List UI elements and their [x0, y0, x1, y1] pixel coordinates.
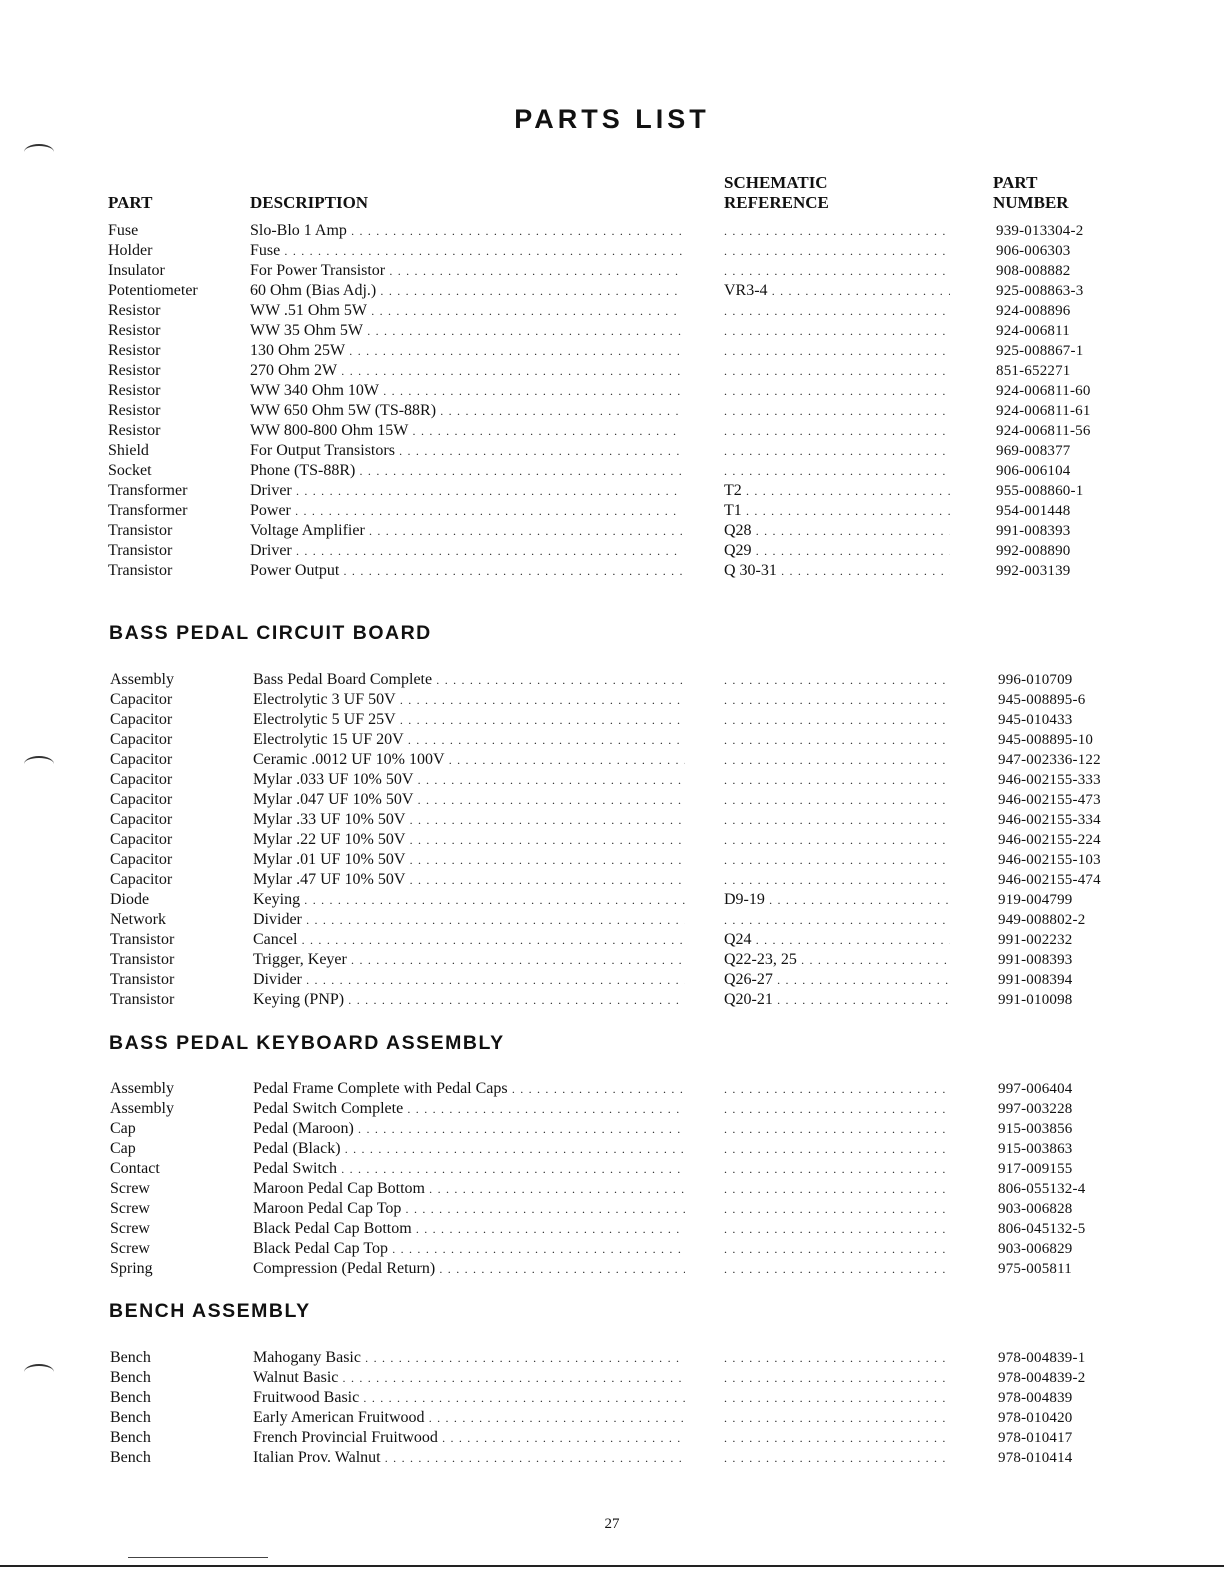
description-cell: Slo-Blo 1 Amp . . .: [250, 221, 682, 241]
part-cell: Network: [110, 911, 166, 928]
part-number-cell: 992-003139: [996, 563, 1071, 579]
part-cell: Bench: [110, 1389, 151, 1406]
table-row: [0, 830, 1224, 850]
table-row: [0, 690, 1224, 710]
schematic-reference-cell: [724, 1388, 950, 1408]
header-partnum-line1: PART: [993, 173, 1038, 192]
table-row: [0, 990, 1224, 1010]
schematic-reference-cell: Q26-27 . . .: [724, 970, 950, 990]
part-cell: Assembly: [110, 1100, 174, 1117]
part-cell: Transformer: [108, 502, 188, 519]
schematic-reference-cell: Q28 . . .: [724, 521, 950, 541]
table-row: [0, 361, 1224, 381]
part-number-cell: 906-006104: [996, 463, 1071, 479]
part-number-cell: 978-004839-1: [998, 1350, 1086, 1366]
footer-rule: [0, 1565, 1224, 1567]
schematic-reference-cell: [724, 1239, 950, 1259]
schematic-reference-cell: VR3-4 . . .: [724, 281, 950, 301]
header-description-label: DESCRIPTION: [250, 193, 369, 212]
part-cell: Screw: [110, 1200, 150, 1217]
table-row: [0, 810, 1224, 830]
part-number-cell: 949-008802-2: [998, 912, 1086, 928]
table-row: [0, 730, 1224, 750]
part-number-cell: 945-008895-6: [998, 692, 1086, 708]
description-cell: Pedal Switch . . .: [253, 1159, 685, 1179]
table-row: [0, 890, 1224, 910]
table-row: [0, 770, 1224, 790]
part-number-cell: 806-055132-4: [998, 1181, 1086, 1197]
description-cell: Keying (PNP) . . .: [253, 990, 685, 1010]
schematic-reference-cell: [724, 1099, 950, 1119]
description-cell: Maroon Pedal Cap Top . . .: [253, 1199, 685, 1219]
parts-table-main: [0, 221, 1224, 581]
table-row: [0, 1199, 1224, 1219]
part-cell: Transistor: [110, 971, 175, 988]
page-title: PARTS LIST: [514, 104, 710, 134]
header-description: [250, 193, 368, 213]
part-number-cell: 908-008882: [996, 263, 1071, 279]
table-row: [0, 1428, 1224, 1448]
schematic-reference-cell: [724, 810, 950, 830]
part-number-cell: 924-006811: [996, 323, 1070, 339]
table-row: [0, 1139, 1224, 1159]
description-cell: Voltage Amplifier . . .: [250, 521, 682, 541]
part-number-cell: 917-009155: [998, 1161, 1073, 1177]
table-row: [0, 1219, 1224, 1239]
table-row: [0, 341, 1224, 361]
description-cell: Mylar .47 UF 10% 50V . . .: [253, 870, 685, 890]
description-cell: Mylar .033 UF 10% 50V . . .: [253, 770, 685, 790]
description-cell: Pedal (Black) . . .: [253, 1139, 685, 1159]
description-cell: Power Output . . .: [250, 561, 682, 581]
part-number-cell: 991-008393: [996, 523, 1071, 539]
table-row: [0, 1259, 1224, 1279]
part-number-cell: 991-010098: [998, 992, 1073, 1008]
schematic-reference-cell: [724, 1219, 950, 1239]
description-cell: Pedal Frame Complete with Pedal Caps . . .: [253, 1079, 685, 1099]
description-cell: Mylar .01 UF 10% 50V . . .: [253, 850, 685, 870]
schematic-reference-cell: [724, 1159, 950, 1179]
table-row: [0, 1079, 1224, 1099]
part-cell: Assembly: [110, 671, 174, 688]
part-cell: Insulator: [108, 262, 165, 279]
part-cell: Transistor: [110, 931, 175, 948]
part-cell: Capacitor: [110, 871, 173, 888]
description-cell: Fruitwood Basic . . .: [253, 1388, 685, 1408]
schematic-reference-cell: [724, 1368, 950, 1388]
description-cell: Mylar .33 UF 10% 50V . . .: [253, 810, 685, 830]
schematic-reference-cell: Q20-21 . . .: [724, 990, 950, 1010]
description-cell: Black Pedal Cap Top . . .: [253, 1239, 685, 1259]
part-number-cell: 806-045132-5: [998, 1221, 1086, 1237]
description-cell: Mahogany Basic . . .: [253, 1348, 685, 1368]
table-row: [0, 1448, 1224, 1468]
part-cell: Resistor: [108, 382, 161, 399]
schematic-reference-cell: [724, 750, 950, 770]
description-cell: WW 35 Ohm 5W . . .: [250, 321, 682, 341]
schematic-reference-cell: [724, 910, 950, 930]
part-number-cell: 978-010417: [998, 1430, 1073, 1446]
schematic-reference-cell: [724, 1408, 950, 1428]
parts-table-bass-keyboard: [0, 1079, 1224, 1279]
description-cell: Driver . . .: [250, 481, 682, 501]
table-row: [0, 870, 1224, 890]
description-cell: 270 Ohm 2W . . .: [250, 361, 682, 381]
schematic-reference-cell: Q22-23, 25 . . .: [724, 950, 950, 970]
part-number-cell: 919-004799: [998, 892, 1073, 908]
table-row: [0, 1348, 1224, 1368]
part-cell: Capacitor: [110, 791, 173, 808]
part-number-cell: 969-008377: [996, 443, 1071, 459]
description-cell: Driver . . .: [250, 541, 682, 561]
part-number-cell: 991-008394: [998, 972, 1073, 988]
part-number-cell: 992-008890: [996, 543, 1071, 559]
header-part-label: PART: [108, 193, 153, 212]
part-cell: Screw: [110, 1220, 150, 1237]
schematic-reference-cell: [724, 790, 950, 810]
description-cell: WW 650 Ohm 5W (TS-88R) . . .: [250, 401, 682, 421]
schematic-reference-cell: [724, 1119, 950, 1139]
description-cell: Bass Pedal Board Complete . . .: [253, 670, 685, 690]
header-part-number: [993, 173, 1069, 213]
table-row: [0, 1099, 1224, 1119]
parts-table-bass-circuit: [0, 670, 1224, 1010]
table-row: [0, 670, 1224, 690]
schematic-reference-cell: [724, 1199, 950, 1219]
part-cell: Cap: [110, 1140, 136, 1157]
part-cell: Bench: [110, 1429, 151, 1446]
schematic-reference-cell: [724, 221, 950, 241]
part-cell: Resistor: [108, 422, 161, 439]
schematic-reference-cell: [724, 1079, 950, 1099]
schematic-reference-cell: [724, 301, 950, 321]
section-title-bass-circuit: BASS PEDAL CIRCUIT BOARD: [109, 622, 432, 644]
schematic-reference-cell: T1 . . .: [724, 501, 950, 521]
description-cell: For Output Transistors . . .: [250, 441, 682, 461]
part-cell: Resistor: [108, 342, 161, 359]
schematic-reference-cell: [724, 1259, 950, 1279]
description-cell: For Power Transistor . . .: [250, 261, 682, 281]
table-row: [0, 221, 1224, 241]
table-row: [0, 1159, 1224, 1179]
part-number-cell: 924-006811-61: [996, 403, 1091, 419]
header-schematic-line2: REFERENCE: [724, 193, 829, 212]
part-number-cell: 975-005811: [998, 1261, 1072, 1277]
part-number-cell: 946-002155-224: [998, 832, 1101, 848]
schematic-reference-cell: Q29 . . .: [724, 541, 950, 561]
part-cell: Resistor: [108, 322, 161, 339]
table-row: [0, 321, 1224, 341]
part-number-cell: 906-006303: [996, 243, 1071, 259]
table-row: [0, 461, 1224, 481]
description-cell: French Provincial Fruitwood . . .: [253, 1428, 685, 1448]
part-number-cell: 925-008863-3: [996, 283, 1084, 299]
schematic-reference-cell: [724, 870, 950, 890]
description-cell: Early American Fruitwood . . .: [253, 1408, 685, 1428]
schematic-reference-cell: [724, 710, 950, 730]
schematic-reference-cell: [724, 321, 950, 341]
description-cell: Pedal Switch Complete . . .: [253, 1099, 685, 1119]
table-row: [0, 910, 1224, 930]
part-cell: Contact: [110, 1160, 160, 1177]
part-cell: Transistor: [108, 562, 173, 579]
part-number-cell: 946-002155-334: [998, 812, 1101, 828]
part-cell: Bench: [110, 1369, 151, 1386]
part-cell: Spring: [110, 1260, 153, 1277]
part-cell: Screw: [110, 1180, 150, 1197]
part-number-cell: 954-001448: [996, 503, 1071, 519]
table-row: [0, 1179, 1224, 1199]
table-row: [0, 401, 1224, 421]
description-cell: Electrolytic 15 UF 20V . . .: [253, 730, 685, 750]
description-cell: Divider . . .: [253, 970, 685, 990]
part-number-cell: 915-003863: [998, 1141, 1073, 1157]
description-cell: Mylar .22 UF 10% 50V . . .: [253, 830, 685, 850]
part-number-cell: 946-002155-474: [998, 872, 1101, 888]
description-cell: Trigger, Keyer . . .: [253, 950, 685, 970]
schematic-reference-cell: Q24 . . .: [724, 930, 950, 950]
description-cell: Maroon Pedal Cap Bottom . . .: [253, 1179, 685, 1199]
schematic-reference-cell: [724, 1139, 950, 1159]
table-row: [0, 481, 1224, 501]
part-cell: Capacitor: [110, 851, 173, 868]
part-cell: Resistor: [108, 302, 161, 319]
table-row: [0, 501, 1224, 521]
part-cell: Bench: [110, 1409, 151, 1426]
description-cell: Black Pedal Cap Bottom . . .: [253, 1219, 685, 1239]
part-number-cell: 946-002155-103: [998, 852, 1101, 868]
schematic-reference-cell: [724, 730, 950, 750]
table-row: [0, 301, 1224, 321]
section-title-bass-keyboard: BASS PEDAL KEYBOARD ASSEMBLY: [109, 1032, 505, 1054]
part-number-cell: 915-003856: [998, 1121, 1073, 1137]
table-row: [0, 1239, 1224, 1259]
table-row: [0, 1388, 1224, 1408]
table-row: [0, 1119, 1224, 1139]
part-number-cell: 997-006404: [998, 1081, 1073, 1097]
part-cell: Transistor: [110, 951, 175, 968]
table-row: [0, 261, 1224, 281]
part-number-cell: 946-002155-473: [998, 792, 1101, 808]
description-cell: Electrolytic 5 UF 25V . . .: [253, 710, 685, 730]
description-cell: Divider . . .: [253, 910, 685, 930]
schematic-reference-cell: [724, 830, 950, 850]
schematic-reference-cell: [724, 850, 950, 870]
table-row: [0, 950, 1224, 970]
part-number-cell: 955-008860-1: [996, 483, 1084, 499]
part-cell: Capacitor: [110, 771, 173, 788]
schematic-reference-cell: [724, 441, 950, 461]
header-schematic-reference: [724, 173, 829, 213]
part-number-cell: 851-652271: [996, 363, 1071, 379]
schematic-reference-cell: [724, 381, 950, 401]
part-cell: Transistor: [108, 522, 173, 539]
page-number: 27: [604, 1516, 620, 1532]
part-cell: Assembly: [110, 1080, 174, 1097]
description-cell: WW .51 Ohm 5W . . .: [250, 301, 682, 321]
table-row: [0, 541, 1224, 561]
part-number-cell: 997-003228: [998, 1101, 1073, 1117]
part-cell: Bench: [110, 1349, 151, 1366]
part-cell: Capacitor: [110, 711, 173, 728]
part-number-cell: 925-008867-1: [996, 343, 1084, 359]
description-cell: Power . . .: [250, 501, 682, 521]
schematic-reference-cell: [724, 770, 950, 790]
schematic-reference-cell: [724, 341, 950, 361]
schematic-reference-cell: [724, 361, 950, 381]
part-number-cell: 991-002232: [998, 932, 1073, 948]
part-cell: Capacitor: [110, 751, 173, 768]
part-cell: Bench: [110, 1449, 151, 1466]
table-row: [0, 281, 1224, 301]
part-cell: Holder: [108, 242, 153, 259]
part-number-cell: 978-004839-2: [998, 1370, 1086, 1386]
part-cell: Capacitor: [110, 831, 173, 848]
part-number-cell: 945-010433: [998, 712, 1073, 728]
parts-table-bench: [0, 1348, 1224, 1468]
part-number-cell: 991-008393: [998, 952, 1073, 968]
schematic-reference-cell: [724, 1448, 950, 1468]
part-cell: Potentiometer: [108, 282, 198, 299]
header-part: [108, 193, 152, 213]
part-number-cell: 945-008895-10: [998, 732, 1094, 748]
description-cell: Italian Prov. Walnut . . .: [253, 1448, 685, 1468]
table-row: [0, 421, 1224, 441]
header-schematic-line1: SCHEMATIC: [724, 173, 828, 192]
part-number-cell: 946-002155-333: [998, 772, 1101, 788]
table-row: [0, 1408, 1224, 1428]
table-row: [0, 441, 1224, 461]
table-row: [0, 561, 1224, 581]
part-cell: Transistor: [110, 991, 175, 1008]
schematic-reference-cell: [724, 1348, 950, 1368]
description-cell: WW 340 Ohm 10W . . .: [250, 381, 682, 401]
part-cell: Transformer: [108, 482, 188, 499]
table-row: [0, 750, 1224, 770]
schematic-reference-cell: [724, 690, 950, 710]
schematic-reference-cell: D9-19 . . .: [724, 890, 950, 910]
schematic-reference-cell: [724, 241, 950, 261]
schematic-reference-cell: [724, 670, 950, 690]
part-number-cell: 978-010420: [998, 1410, 1073, 1426]
part-cell: Resistor: [108, 402, 161, 419]
part-cell: Screw: [110, 1240, 150, 1257]
part-number-cell: 978-010414: [998, 1450, 1073, 1466]
description-cell: Ceramic .0012 UF 10% 100V . . .: [253, 750, 685, 770]
table-row: [0, 521, 1224, 541]
description-cell: Pedal (Maroon) . . .: [253, 1119, 685, 1139]
part-number-cell: 903-006828: [998, 1201, 1073, 1217]
part-number-cell: 947-002336-122: [998, 752, 1101, 768]
part-cell: Capacitor: [110, 731, 173, 748]
description-cell: Electrolytic 3 UF 50V . . .: [253, 690, 685, 710]
part-number-cell: 996-010709: [998, 672, 1073, 688]
table-row: [0, 930, 1224, 950]
schematic-reference-cell: [724, 261, 950, 281]
description-cell: Cancel . . .: [253, 930, 685, 950]
part-cell: Capacitor: [110, 691, 173, 708]
schematic-reference-cell: [724, 1179, 950, 1199]
description-cell: Fuse . . .: [250, 241, 682, 261]
part-number-cell: 939-013304-2: [996, 223, 1084, 239]
part-cell: Cap: [110, 1120, 136, 1137]
part-cell: Shield: [108, 442, 149, 459]
part-cell: Capacitor: [110, 811, 173, 828]
table-row: [0, 381, 1224, 401]
part-number-cell: 903-006829: [998, 1241, 1073, 1257]
part-cell: Transistor: [108, 542, 173, 559]
table-row: [0, 241, 1224, 261]
schematic-reference-cell: [724, 421, 950, 441]
schematic-reference-cell: T2 . . .: [724, 481, 950, 501]
footer-short-rule: [128, 1557, 268, 1558]
table-row: [0, 970, 1224, 990]
part-number-cell: 924-006811-60: [996, 383, 1091, 399]
description-cell: Keying . . .: [253, 890, 685, 910]
part-number-cell: 978-004839: [998, 1390, 1073, 1406]
part-number-cell: 924-008896: [996, 303, 1071, 319]
description-cell: Compression (Pedal Return) . . .: [253, 1259, 685, 1279]
description-cell: Phone (TS-88R) . . .: [250, 461, 682, 481]
schematic-reference-cell: Q 30-31 . . .: [724, 561, 950, 581]
part-cell: Resistor: [108, 362, 161, 379]
table-row: [0, 790, 1224, 810]
part-number-cell: 924-006811-56: [996, 423, 1091, 439]
part-cell: Socket: [108, 462, 152, 479]
schematic-reference-cell: [724, 401, 950, 421]
section-title-bench: BENCH ASSEMBLY: [109, 1300, 311, 1322]
part-cell: Diode: [110, 891, 150, 908]
schematic-reference-cell: [724, 461, 950, 481]
description-cell: Mylar .047 UF 10% 50V . . .: [253, 790, 685, 810]
header-partnum-line2: NUMBER: [993, 193, 1069, 212]
margin-mark-top: [24, 144, 54, 160]
table-row: [0, 850, 1224, 870]
description-cell: WW 800-800 Ohm 15W . . .: [250, 421, 682, 441]
description-cell: Walnut Basic . . .: [253, 1368, 685, 1388]
schematic-reference-cell: [724, 1428, 950, 1448]
table-row: [0, 1368, 1224, 1388]
description-cell: 130 Ohm 25W . . .: [250, 341, 682, 361]
table-row: [0, 710, 1224, 730]
description-cell: 60 Ohm (Bias Adj.) . . .: [250, 281, 682, 301]
part-cell: Fuse: [108, 222, 139, 239]
